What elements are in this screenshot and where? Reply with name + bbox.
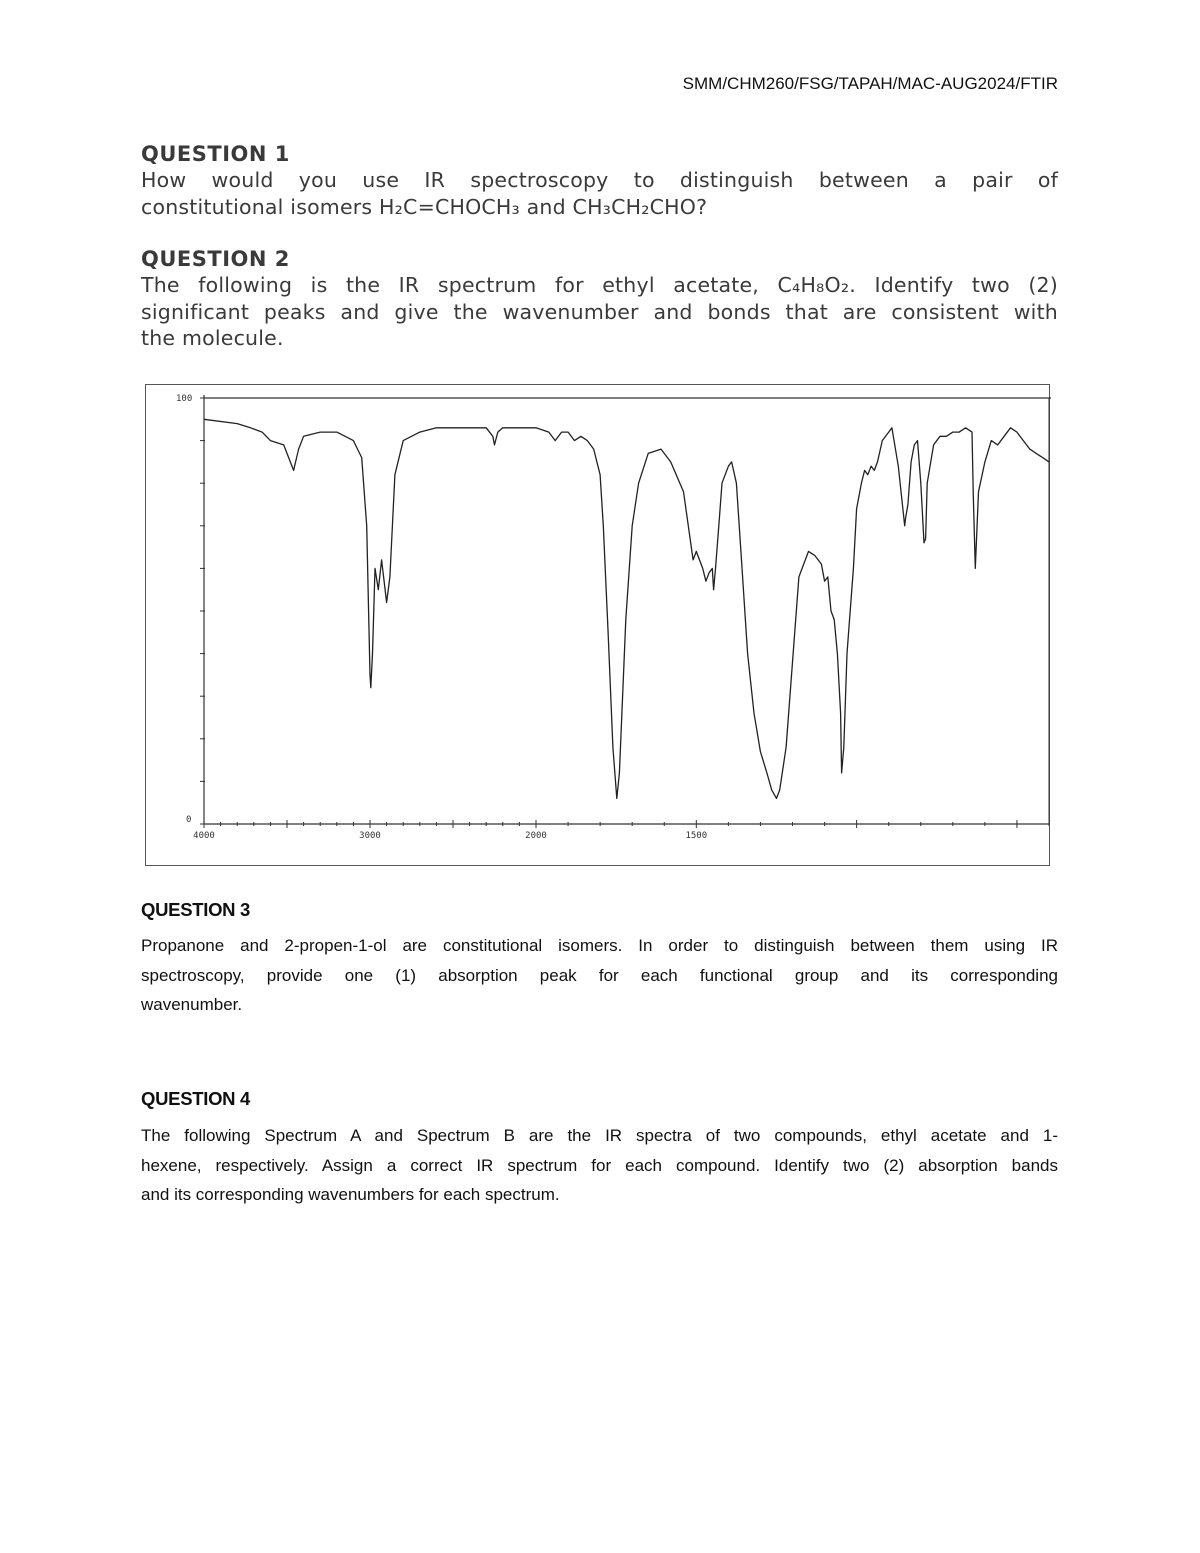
question-2-line-3: the molecule. bbox=[141, 326, 284, 350]
question-2-line-1: The following is the IR spectrum for ethyl acetate, C₄H₈O₂. Identify two (2) bbox=[141, 273, 1058, 297]
question-4-line-1: The following Spectrum A and Spectrum B are the IR spectra of two compounds, ethyl acetate and 1- bbox=[141, 1126, 1058, 1145]
y-tick-label-100: 100 bbox=[176, 394, 193, 404]
spectrum-series-line bbox=[204, 419, 1049, 798]
question-4-line-3: and its corresponding wavenumbers for each spectrum. bbox=[141, 1185, 560, 1204]
x-tick-label-4000: 4000 bbox=[193, 831, 215, 841]
question-1-text bbox=[141, 167, 1058, 220]
question-4-text bbox=[141, 1121, 1058, 1210]
ir-spectrum-svg bbox=[146, 385, 1051, 867]
question-2-text bbox=[141, 272, 1058, 352]
question-1-title: QUESTION 1 bbox=[141, 142, 290, 166]
question-1-line-1: How would you use IR spectroscopy to distinguish between a pair of bbox=[141, 168, 1058, 192]
question-1-line-2: constitutional isomers H₂C=CHOCH₃ and CH₃CH₂CHO? bbox=[141, 194, 708, 219]
question-2 bbox=[141, 246, 1058, 352]
question-2-title: QUESTION 2 bbox=[141, 247, 290, 271]
question-1 bbox=[141, 141, 1058, 220]
y-tick-label-0: 0 bbox=[186, 815, 192, 825]
question-4 bbox=[141, 1088, 1058, 1210]
x-tick-label-3000: 3000 bbox=[359, 831, 381, 841]
x-tick-label-1500: 1500 bbox=[685, 831, 708, 841]
question-3-text bbox=[141, 931, 1058, 1020]
question-4-title: QUESTION 4 bbox=[141, 1088, 251, 1109]
ir-spectrum-chart bbox=[145, 384, 1050, 866]
question-2-line-2: significant peaks and give the wavenumber and bonds that are consistent with bbox=[141, 299, 1058, 324]
question-3-line-3: wavenumber. bbox=[141, 995, 243, 1014]
question-4-line-2: hexene, respectively. Assign a correct IR spectrum for each compound. Identify two (2) absorption bands bbox=[141, 1155, 1058, 1175]
document-reference-code: SMM/CHM260/FSG/TAPAH/MAC-AUG2024/FTIR bbox=[682, 74, 1058, 93]
question-3 bbox=[141, 899, 1058, 1020]
question-3-line-1: Propanone and 2-propen-1-ol are constitutional isomers. In order to distinguish between them using IR bbox=[141, 936, 1058, 955]
question-3-line-2: spectroscopy, provide one (1) absorption peak for each functional group and its corresponding bbox=[141, 965, 1058, 985]
x-tick-label-2000: 2000 bbox=[525, 831, 547, 841]
question-3-title: QUESTION 3 bbox=[141, 899, 251, 920]
